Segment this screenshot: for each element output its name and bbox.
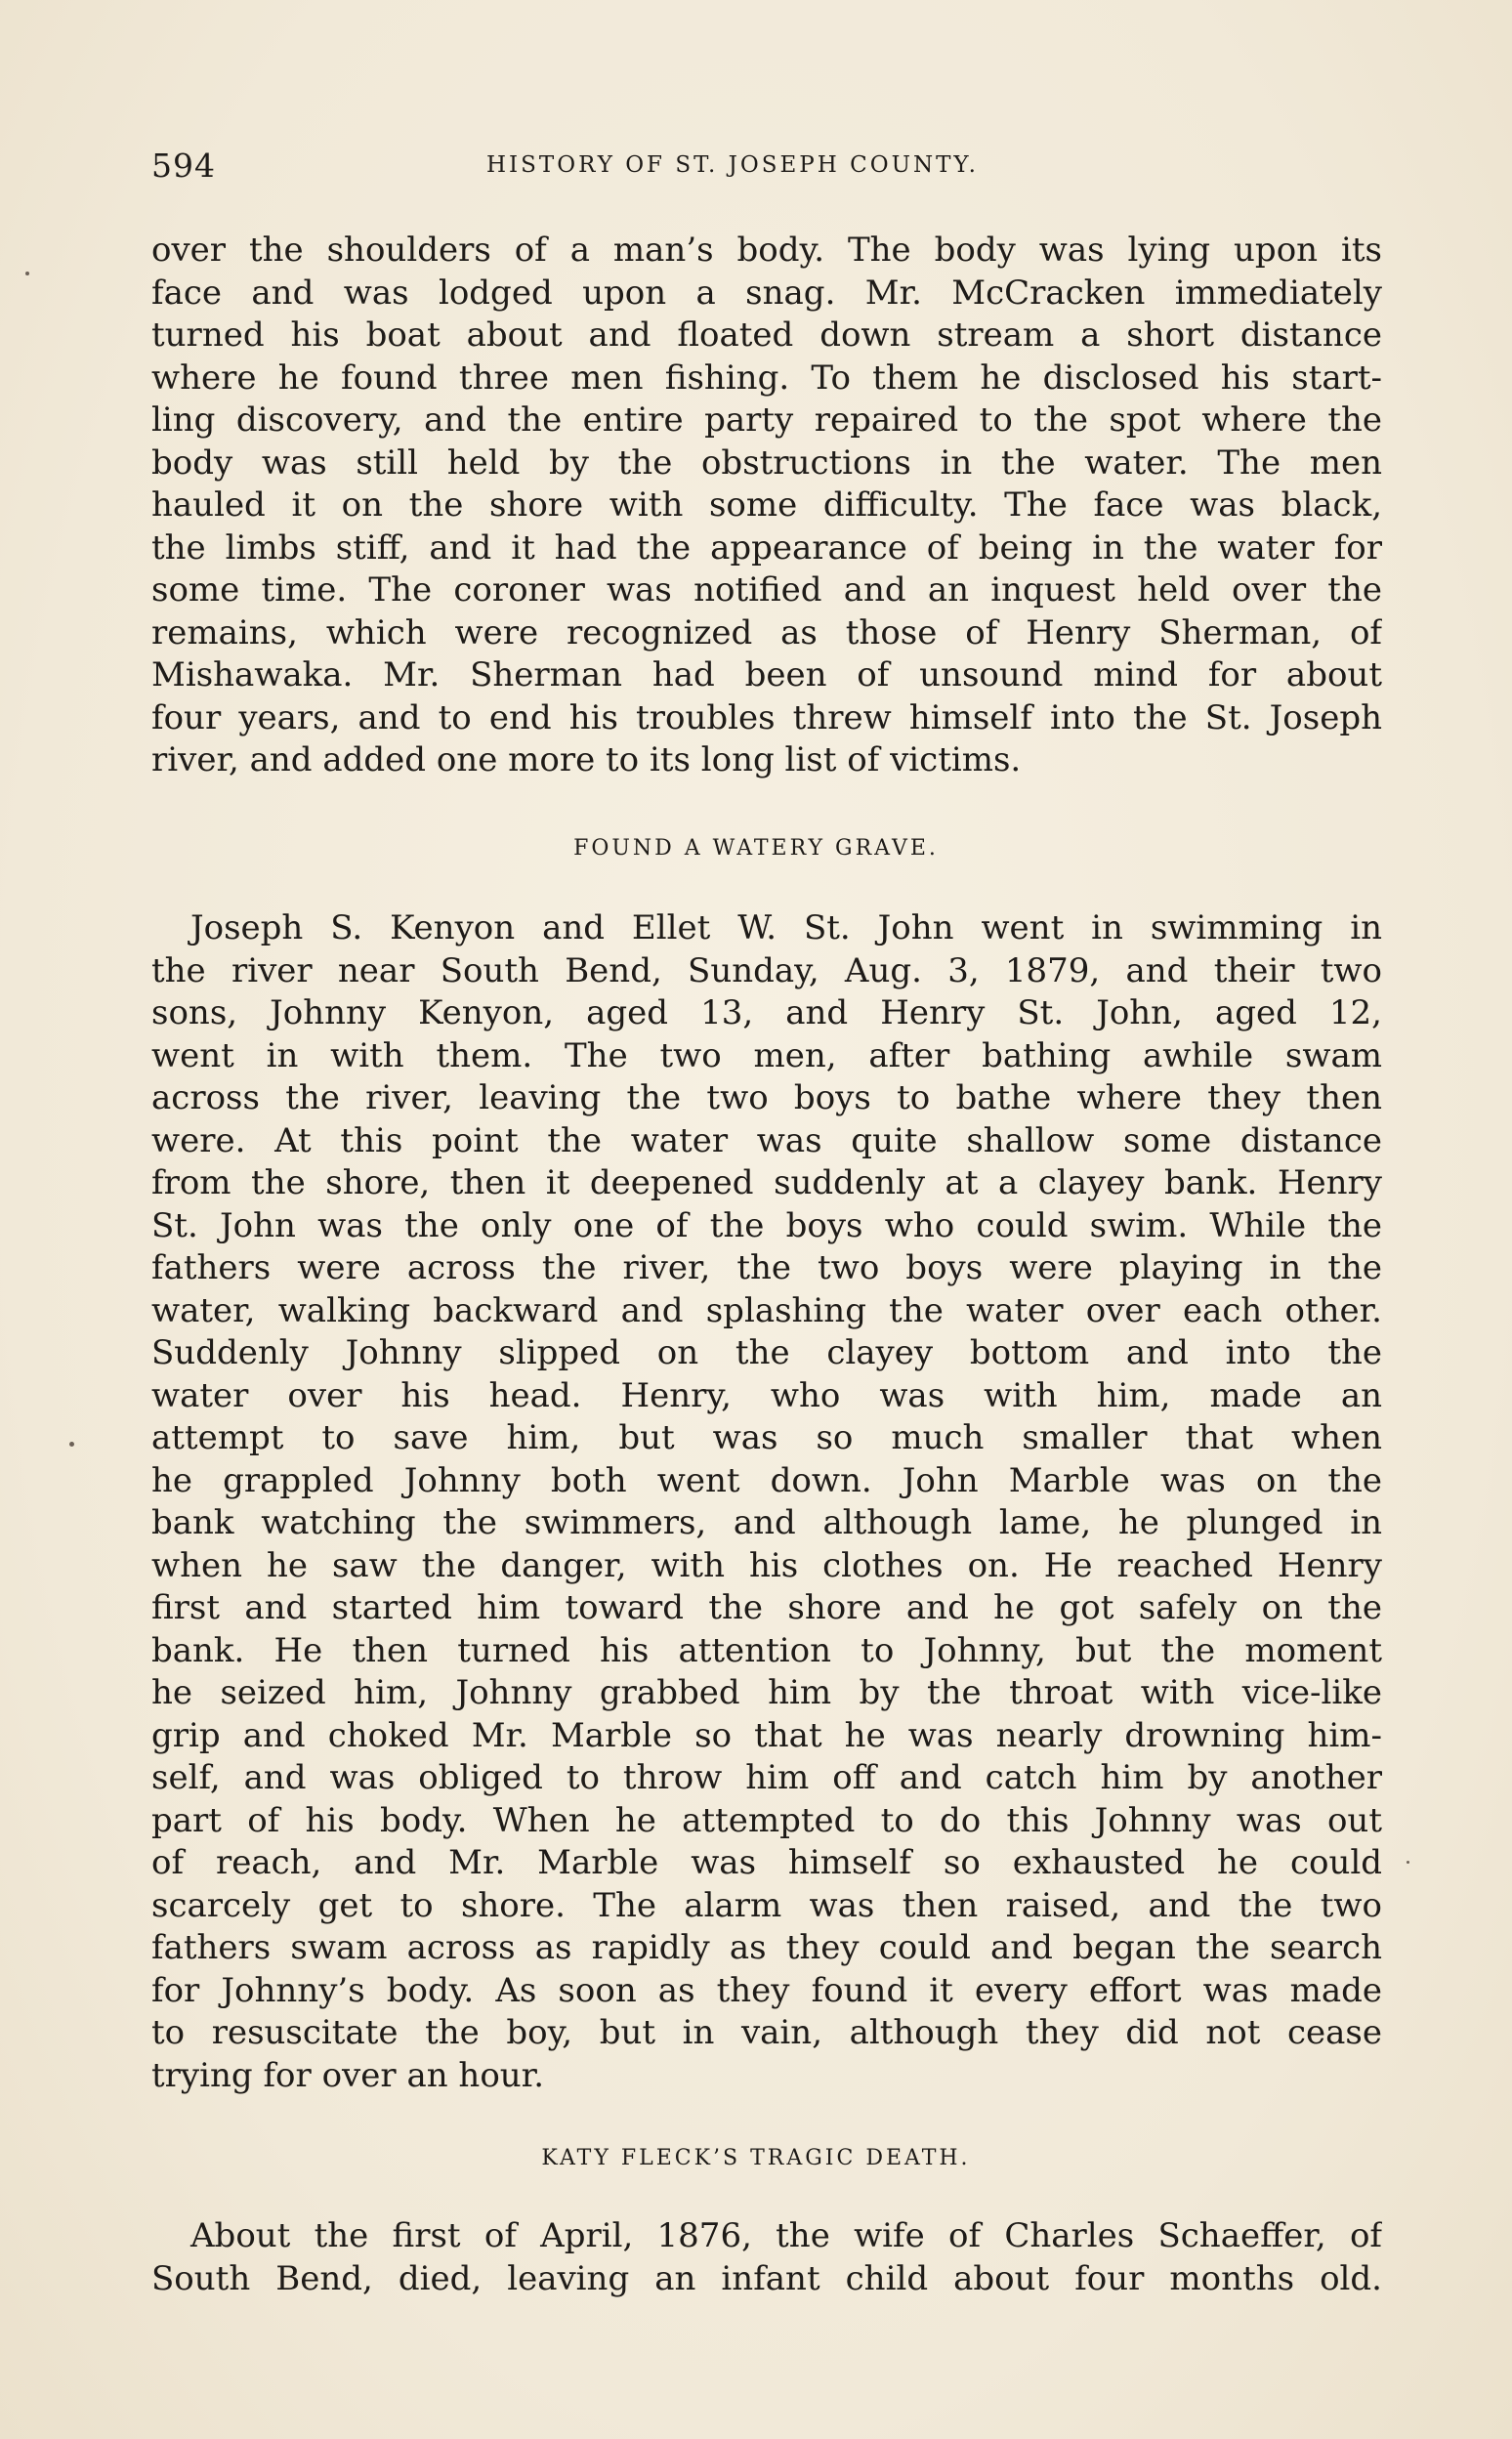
text-line: where he found three men fishing. To them he disclosed his start-	[151, 357, 1382, 398]
text-line: Mishawaka. Mr. Sherman had been of unsound mind for about	[151, 655, 1382, 694]
text-line: grip and choked Mr. Marble so that he was nearly drowning him-	[151, 1715, 1382, 1755]
margin-speck	[1407, 1861, 1409, 1864]
text-line: to resuscitate the boy, but in vain, although they did not cease	[151, 2013, 1382, 2052]
text-line: sons, Johnny Kenyon, aged 13, and Henry St. John, aged 12,	[151, 993, 1382, 1032]
page-header	[151, 147, 1382, 195]
text-line: four years, and to end his troubles threw himself into the St. Joseph	[151, 697, 1382, 737]
text-line: hauled it on the shore with some difficulty. The face was black,	[151, 485, 1382, 525]
text-line: first and started him toward the shore and he got safely on the	[151, 1588, 1382, 1627]
text-line: fathers were across the river, the two boys were playing in the	[151, 1248, 1382, 1287]
text-line: over the shoulders of a man’s body. The body was lying upon its	[151, 231, 1382, 270]
text-line: self, and was obliged to throw him off and catch him by another	[151, 1758, 1382, 1797]
paragraph-continued	[151, 230, 1382, 782]
text-line: water, walking backward and splashing the water over each other.	[151, 1290, 1382, 1330]
paragraph-katy-fleck	[151, 2215, 1382, 2300]
text-line: bank watching the swimmers, and although lame, he plunged in	[151, 1503, 1382, 1542]
text-line: trying for over an hour.	[151, 2055, 545, 2095]
text-line: body was still held by the obstructions in the water. The men	[151, 442, 1382, 483]
margin-speck	[69, 1442, 74, 1447]
running-title: HISTORY OF ST. JOSEPH COUNTY.	[486, 152, 979, 178]
page-number: 594	[151, 147, 216, 185]
text-line: About the first of April, 1876, the wife of Charles Schaeffer, of	[190, 2216, 1382, 2255]
text-line: the limbs stiff, and it had the appearance of being in the water for	[151, 527, 1382, 568]
text-line: some time. The coroner was notified and an inquest held over the	[151, 570, 1382, 610]
margin-speck	[25, 272, 29, 275]
paragraph-watery-grave	[151, 907, 1382, 2097]
text-line: face and was lodged upon a snag. Mr. McCracken immediately	[151, 273, 1382, 313]
text-line: water over his head. Henry, who was with him, made an	[151, 1375, 1382, 1415]
text-line: fathers swam across as rapidly as they could and began the search	[151, 1928, 1382, 1967]
text-line: when he saw the danger, with his clothes on. He reached Henry	[151, 1545, 1382, 1585]
text-line: of reach, and Mr. Marble was himself so exhausted he could	[151, 1843, 1382, 1882]
text-line: from the shore, then it deepened suddenly at a clayey bank. Henry	[151, 1163, 1382, 1202]
text-line: ling discovery, and the entire party repaired to the spot where the	[151, 400, 1382, 440]
text-line: attempt to save him, but was so much smaller that when	[151, 1418, 1382, 1457]
text-line: for Johnny’s body. As soon as they found it every effort was made	[151, 1970, 1382, 2010]
text-line: he seized him, Johnny grabbed him by the throat with vice-like	[151, 1673, 1382, 1712]
text-line: went in with them. The two men, after bathing awhile swam	[151, 1035, 1382, 1075]
text-line: scarcely get to shore. The alarm was then raised, and the two	[151, 1885, 1382, 1925]
section-heading-found-a-watery-grave: FOUND A WATERY GRAVE.	[573, 836, 939, 861]
text-line: bank. He then turned his attention to Johnny, but the moment	[151, 1630, 1382, 1670]
text-line: Suddenly Johnny slipped on the clayey bottom and into the	[151, 1333, 1382, 1372]
text-line: Joseph S. Kenyon and Ellet W. St. John went in swimming in	[190, 908, 1382, 947]
text-line: were. At this point the water was quite shallow some distance	[151, 1120, 1382, 1160]
text-line: St. John was the only one of the boys who could swim. While the	[151, 1205, 1382, 1245]
text-line: across the river, leaving the two boys to bathe where they then	[151, 1078, 1382, 1117]
text-line: the river near South Bend, Sunday, Aug. 3, 1879, and their two	[151, 950, 1382, 990]
section-heading-katy-fleck: KATY FLECK’S TRAGIC DEATH.	[541, 2146, 971, 2170]
text-line: remains, which were recognized as those of Henry Sherman, of	[151, 612, 1382, 652]
text-line: turned his boat about and floated down stream a short distance	[151, 315, 1382, 355]
text-line: river, and added one more to its long list of victims.	[151, 740, 1022, 779]
text-line: he grappled Johnny both went down. John Marble was on the	[151, 1460, 1382, 1500]
text-line: part of his body. When he attempted to do this Johnny was out	[151, 1800, 1382, 1840]
text-line: South Bend, died, leaving an infant child about four months old.	[151, 2258, 1382, 2298]
